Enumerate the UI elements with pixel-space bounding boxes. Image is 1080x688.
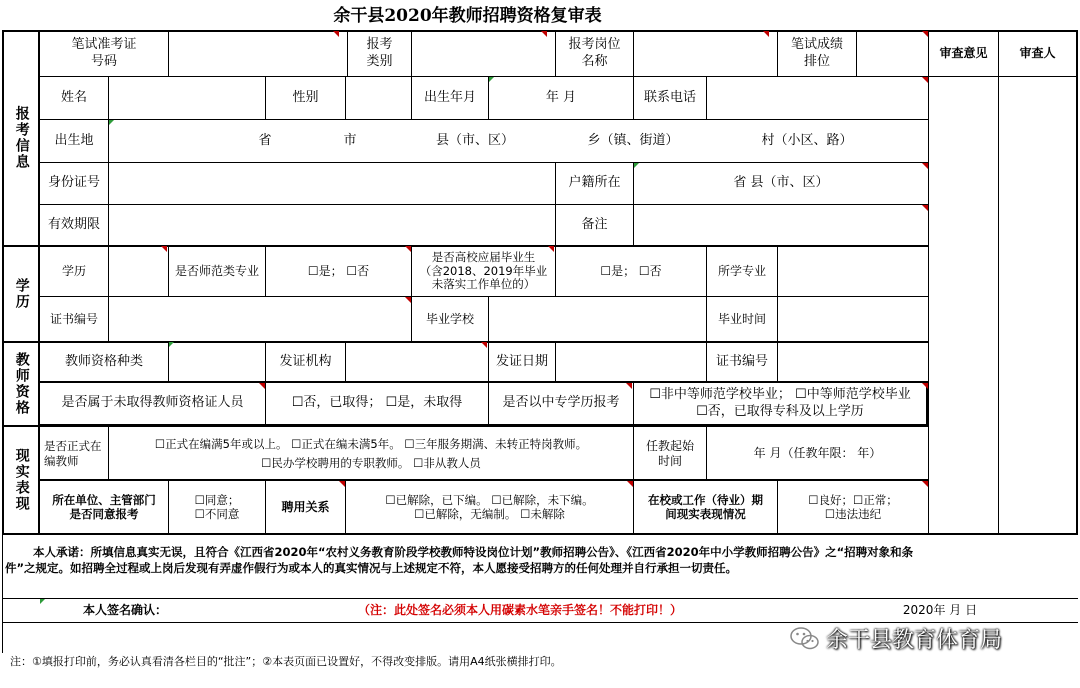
fresh-graduate-checkbox[interactable]: ☐是； ☐否 — [600, 264, 662, 278]
normal-major-checkbox[interactable]: ☐是； ☐否 — [307, 264, 370, 278]
section-education: 学历 — [13, 278, 30, 310]
birthplace-label: 出生地 — [54, 132, 94, 148]
major-label: 所学专业 — [717, 264, 766, 278]
section-applicant: 报考信息 — [13, 105, 30, 170]
teacher-cert-type-field[interactable] — [169, 343, 265, 382]
issuer-field[interactable] — [346, 343, 488, 382]
no-cert-checkbox[interactable]: ☐否，已取得； ☐是，未取得 — [291, 395, 463, 411]
degree-label: 学历 — [61, 264, 86, 278]
position-label: 报考岗位 名称 — [568, 37, 621, 69]
edu-cert-number-label: 证书编号 — [49, 311, 98, 326]
section-teacher-qualification: 教师资格 — [13, 352, 30, 416]
exam-type-field[interactable] — [412, 31, 555, 76]
issue-date-label: 发证日期 — [495, 354, 548, 370]
signature-date[interactable]: 2020年 月 日 — [902, 603, 978, 617]
remark-label: 备注 — [581, 216, 608, 232]
birth-label: 出生年月 — [423, 89, 476, 105]
issue-date-field[interactable] — [556, 343, 706, 382]
section-current-performance: 现实表现 — [13, 448, 30, 512]
graduation-time-field[interactable] — [778, 297, 928, 341]
school-label: 毕业学校 — [425, 311, 474, 326]
no-cert-label: 是否属于未取得教师资格证人员 — [61, 395, 244, 411]
watermark-text: 余干县教育体育局 — [826, 628, 1003, 653]
major-field[interactable] — [778, 247, 928, 296]
city-label: 市 — [343, 132, 357, 148]
town-label: 乡（镇、街道） — [587, 132, 679, 148]
name-label: 姓名 — [60, 89, 87, 105]
teacher-cert-number-field[interactable] — [778, 343, 928, 382]
secondary-edu-checkbox[interactable]: ☐非中等师范学校毕业； ☐中等师范学校毕业 ☐否，已取得专科及以上学历 — [649, 386, 911, 419]
staff-teacher-label: 是否正式在 编教师 — [44, 439, 102, 468]
review-opinion-header: 审查意见 — [939, 46, 988, 60]
phone-label: 联系电话 — [643, 89, 696, 105]
province-label: 省 — [258, 132, 272, 148]
village-label: 村（小区、路） — [761, 132, 853, 148]
validity-label: 有效期限 — [47, 216, 100, 232]
normal-major-label: 是否师范类专业 — [174, 264, 259, 278]
staff-teacher-checkbox[interactable]: ☐正式在编满5年或以上。 ☐正式在编未满5年。 ☐三年服务期满、未转正特岗教师。 ☐民办学校聘用的专职教师。 ☐非从教人员 — [154, 437, 588, 470]
school-field[interactable] — [489, 297, 706, 341]
footnote: 注：①填报打印前，务必认真看清各栏目的“批注”；②本表页面已设置好，不得改变排版。请用A4纸张横排打印。 — [10, 655, 562, 668]
score-rank-label: 笔试成绩 排位 — [790, 37, 843, 69]
signature-note: （注：此处签名必须本人用碳素水笔亲手签名！不能打印！） — [357, 603, 682, 617]
secondary-edu-label: 是否以中专学历报考 — [502, 395, 620, 411]
exam-type-label: 报考 类别 — [366, 37, 393, 69]
wechat-icon — [790, 626, 820, 652]
form-title: 余干县2020年教师招聘资格复审表 — [333, 6, 602, 26]
exam-number-label: 笔试准考证 号码 — [71, 37, 137, 69]
employment-checkbox[interactable]: ☐已解除，已下编。 ☐已解除，未下编。 ☐已解除，无编制。 ☐未解除 — [385, 492, 594, 521]
name-field[interactable] — [109, 77, 265, 119]
reviewer-header: 审查人 — [1019, 46, 1056, 60]
exam-number-field[interactable] — [169, 31, 347, 76]
fresh-graduate-label: 是否高校应届毕业生 （含2018、2019年毕业 未落实工作单位的） — [419, 249, 548, 292]
county-label: 县（市、区） — [435, 132, 514, 148]
phone-field[interactable] — [707, 77, 928, 119]
gender-label: 性别 — [292, 89, 319, 105]
unit-agree-label: 所在单位、主管部门 是否同意报考 — [52, 492, 156, 521]
wechat-watermark — [790, 623, 1002, 654]
score-rank-field[interactable] — [857, 31, 928, 76]
signature-label: 本人签名确认： — [82, 603, 167, 617]
issuer-label: 发证机构 — [279, 354, 332, 370]
position-field[interactable] — [634, 31, 777, 76]
remark-field[interactable] — [634, 205, 928, 245]
teaching-start-field[interactable]: 年 月（任教年限： 年） — [753, 446, 882, 460]
household-field[interactable]: 省 县（市、区） — [733, 175, 829, 191]
teacher-cert-type-label: 教师资格种类 — [64, 354, 143, 370]
unit-agree-checkbox[interactable]: ☐同意； ☐不同意 — [194, 492, 240, 521]
employment-label: 聘用关系 — [281, 499, 330, 514]
household-label: 户籍所在 — [568, 175, 621, 191]
edu-cert-number-field[interactable] — [109, 297, 411, 341]
birth-field[interactable]: 年 月 — [545, 89, 577, 105]
id-number-field[interactable] — [109, 163, 555, 204]
teacher-cert-number-label: 证书编号 — [715, 354, 768, 370]
performance-label: 在校或工作（待业）期 间现实表现情况 — [648, 492, 763, 521]
degree-field[interactable] — [109, 247, 168, 296]
id-number-label: 身份证号 — [47, 175, 100, 191]
validity-field[interactable] — [109, 205, 555, 245]
graduation-time-label: 毕业时间 — [717, 311, 766, 326]
pledge-text: 本人承诺：所填信息真实无误，且符合《江西省2020年“农村义务教育阶段学校教师特设岗位计划”教师招聘公告》、《江西省2020年中小学教师招聘公告》之“招聘对象和条件”之规定。如招聘全过程或上岗后发现有弄虚作假行为或本人的真实情况与上述规定不符，本人愿接受招聘方的任何处理并自行承担一切责任。 — [5, 545, 914, 575]
performance-checkbox[interactable]: ☐良好；☐正常； ☐违法违纪 — [808, 492, 898, 521]
gender-field[interactable] — [346, 77, 411, 119]
teaching-start-label: 任教起始 时间 — [645, 438, 694, 468]
